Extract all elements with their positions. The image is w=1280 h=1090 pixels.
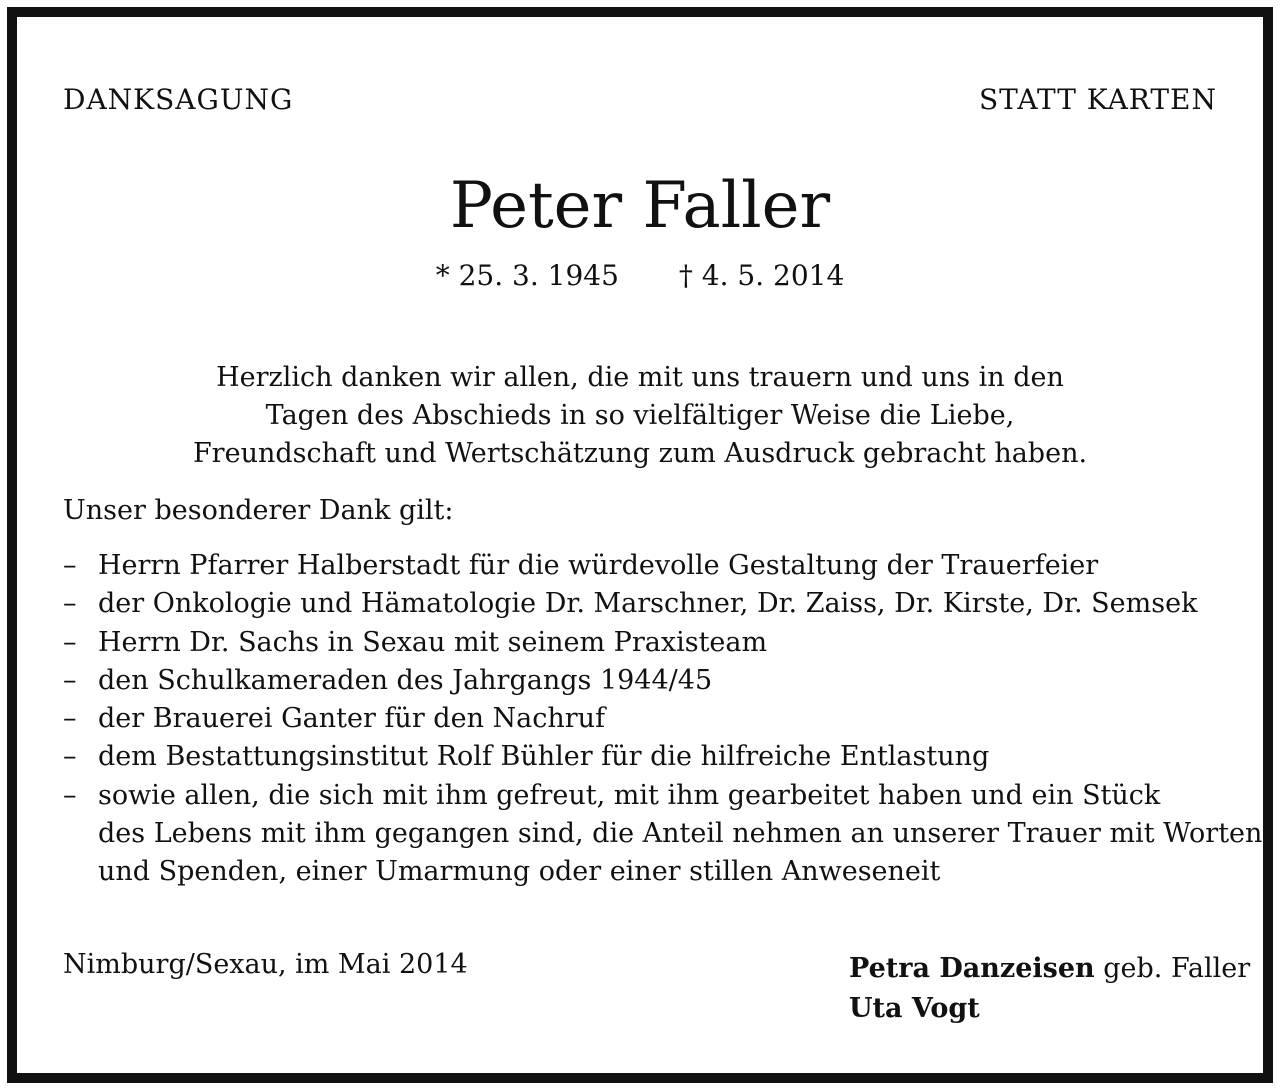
dash-bullet: – [63, 703, 77, 735]
thanks-item-line: des Lebens mit ihm gegangen sind, die Anteil nehmen an unserer Trauer mit Worten [98, 818, 1263, 850]
signer-1-name: Petra Danzeisen [849, 953, 1095, 984]
thanks-item-line: der Brauerei Ganter für den Nachruf [98, 703, 606, 735]
thanks-item-line: sowie allen, die sich mit ihm gefreut, mit ihm gearbeitet haben und ein Stück [98, 779, 1161, 811]
intro-line: Tagen des Abschieds in so vielfältiger Weise die Liebe, [265, 400, 1015, 431]
thanks-item [63, 624, 1262, 662]
thanks-item-line: der Onkologie und Hämatologie Dr. Marschner, Dr. Zaiss, Dr. Kirste, Dr. Semsek [98, 588, 1198, 620]
notice-type-label: DANKSAGUNG [63, 83, 294, 116]
thanks-item [63, 700, 1262, 738]
signer-1-suffix: geb. Faller [1094, 953, 1251, 984]
signers [849, 949, 1250, 1029]
thanks-item-line: den Schulkameraden des Jahrgangs 1944/45 [98, 664, 713, 696]
statt-karten-label: STATT KARTEN [979, 83, 1217, 116]
intro-line: Herzlich danken wir allen, die mit uns trauern und uns in den [216, 362, 1064, 393]
dash-bullet: – [63, 550, 77, 581]
dash-bullet: – [63, 588, 77, 620]
dash-bullet: – [63, 779, 77, 811]
thanks-heading: Unser besonderer Dank gilt: [63, 495, 454, 526]
thanks-item [63, 585, 1262, 623]
signer-2 [849, 989, 1250, 1029]
thanks-item [63, 662, 1262, 700]
thanks-item [63, 738, 1262, 776]
intro-text [17, 359, 1263, 473]
life-dates [17, 259, 1263, 292]
thanks-item [63, 547, 1262, 585]
thanks-item-line: dem Bestattungsinstitut Rolf Bühler für die hilfreiche Entlastung [98, 741, 990, 773]
dash-bullet: – [63, 664, 77, 696]
dash-bullet: – [63, 626, 77, 658]
thanks-list [63, 547, 1262, 892]
birth-date: * 25. 3. 1945 [435, 259, 619, 292]
place-date: Nimburg/Sexau, im Mai 2014 [63, 949, 468, 980]
signer-1 [849, 949, 1250, 989]
signer-2-name: Uta Vogt [849, 993, 980, 1024]
thanks-item-line: Herrn Pfarrer Halberstadt für die würdevolle Gestaltung der Trauerfeier [98, 550, 1099, 581]
thanks-item-line: Herrn Dr. Sachs in Sexau mit seinem Praxisteam [98, 626, 768, 658]
thanks-item-line: und Spenden, einer Umarmung oder einer stillen Anweseneit [98, 856, 941, 888]
notice-frame [7, 7, 1273, 1083]
thanks-item [63, 777, 1262, 892]
death-date: † 4. 5. 2014 [678, 259, 845, 292]
dash-bullet: – [63, 741, 77, 773]
deceased-name: Peter Faller [449, 169, 831, 243]
intro-line: Freundschaft und Wertschätzung zum Ausdruck gebracht haben. [192, 438, 1088, 469]
